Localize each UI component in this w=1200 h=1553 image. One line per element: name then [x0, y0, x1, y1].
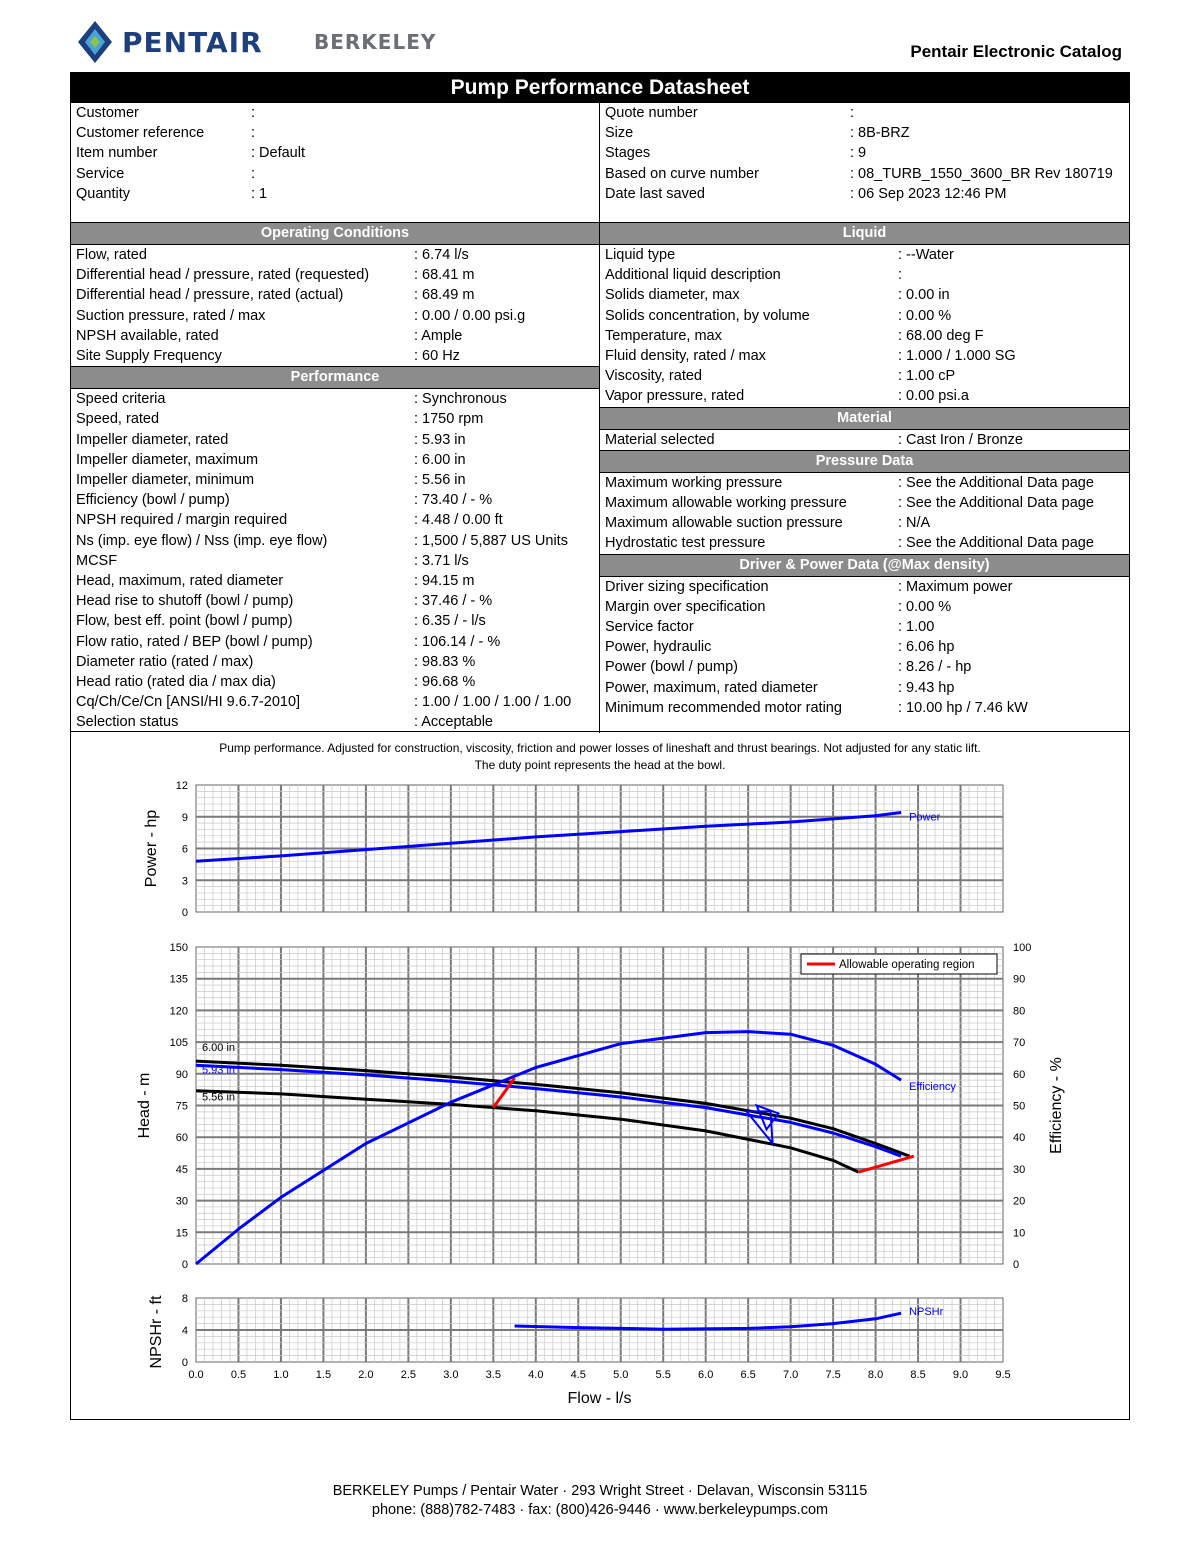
page-footer	[0, 1482, 1200, 1520]
row-value: : 37.46 / - %	[414, 593, 493, 610]
row-label: Quote number	[605, 105, 698, 121]
table-row	[600, 637, 1129, 657]
row-label: Differential head / pressure, rated (actual)	[76, 287, 344, 304]
x-tick-label: 5.5	[655, 1369, 671, 1381]
row-label: Quantity	[76, 185, 130, 202]
row-value: : 1,500 / 5,887 US Units	[414, 532, 568, 549]
table-row	[71, 571, 599, 591]
row-label: Material selected	[605, 431, 715, 448]
y-tick-label: 60	[175, 1132, 188, 1145]
footer-contact: phone: (888)782-7483 · fax: (800)426-9446 · www.berkeleypumps.com	[371, 1502, 829, 1518]
catalog-title: Pentair Electronic Catalog	[910, 42, 1122, 61]
y-tick-label: 9	[181, 811, 188, 824]
y-tick-label: 12	[175, 780, 188, 792]
row-label: Liquid type	[605, 247, 676, 263]
table-row	[600, 473, 1129, 493]
table-row	[600, 597, 1129, 617]
page-header	[70, 14, 1130, 70]
row-value: : 0.00 %	[898, 307, 952, 324]
row-value: :	[850, 105, 855, 121]
row-value: : 9.43 hp	[898, 679, 955, 696]
table-row	[600, 366, 1129, 386]
table-row	[71, 103, 599, 123]
curve-label: 6.00 in	[202, 1042, 236, 1055]
y-tick-label: 4	[181, 1325, 188, 1337]
table-row	[71, 123, 599, 143]
row-label: NPSH required / margin required	[76, 512, 288, 529]
row-value: : 5.93 in	[414, 431, 466, 448]
x-tick-label: 7.0	[782, 1369, 799, 1381]
x-tick-label: 5.0	[613, 1369, 629, 1381]
row-value: : 1.00	[898, 619, 935, 636]
row-label: MCSF	[76, 552, 118, 569]
row-value: : 10.00 hp / 7.46 kW	[898, 699, 1028, 716]
row-value: : 73.40 / - %	[414, 492, 493, 509]
table-row	[600, 346, 1129, 366]
row-label: Speed, rated	[76, 411, 160, 428]
chart-note-line-1: Pump performance. Adjusted for construction, viscosity, friction and power losses of lineshaft and thrust bearings. Not adjusted for any static lift.	[219, 741, 981, 755]
row-value: : 106.14 / - %	[414, 633, 501, 650]
row-label: Maximum allowable working pressure	[605, 495, 847, 512]
row-label: Customer reference	[76, 125, 205, 142]
row-label: Power (bowl / pump)	[605, 659, 738, 676]
y2-tick-label: 100	[1013, 942, 1032, 954]
row-value: : 94.15 m	[414, 573, 475, 590]
row-value: : 9	[850, 145, 867, 162]
row-value: : See the Additional Data page	[898, 535, 1094, 552]
row-value: :	[251, 165, 256, 182]
table-row	[71, 672, 599, 692]
row-label: Size	[605, 125, 634, 142]
row-value: : 68.00 deg F	[898, 327, 984, 344]
row-value: : 6.74 l/s	[414, 247, 469, 263]
table-row	[600, 103, 1129, 123]
table-row	[71, 285, 599, 305]
row-value: : 4.48 / 0.00 ft	[414, 512, 503, 529]
row-label: Service factor	[605, 619, 694, 636]
operating-conditions-header: Operating Conditions	[71, 223, 599, 245]
row-label: Differential head / pressure, rated (requested)	[76, 267, 370, 284]
datasheet	[70, 72, 1130, 1420]
row-value: : 08_TURB_1550_3600_BR Rev 180719	[850, 165, 1113, 182]
spec-right-column	[600, 223, 1129, 733]
row-label: Flow ratio, rated / BEP (bowl / pump)	[76, 633, 313, 650]
table-row	[600, 164, 1129, 184]
table-row	[600, 184, 1129, 204]
row-label: Item number	[76, 145, 158, 162]
table-row	[71, 326, 599, 346]
y2-tick-label: 30	[1013, 1163, 1026, 1176]
x-tick-label: 7.5	[825, 1369, 841, 1381]
table-row	[600, 265, 1129, 285]
table-row	[600, 513, 1129, 533]
row-label: Maximum allowable suction pressure	[605, 515, 843, 532]
row-value: : 60 Hz	[414, 348, 460, 365]
operating-conditions-table	[71, 245, 599, 366]
x-tick-label: 4.5	[570, 1369, 586, 1381]
row-label: Temperature, max	[605, 327, 722, 344]
row-label: Customer	[76, 105, 139, 121]
y2-tick-label: 10	[1013, 1227, 1026, 1240]
chart-note-line-2: The duty point represents the head at the bowl.	[474, 758, 726, 772]
row-label: Suction pressure, rated / max	[76, 307, 266, 324]
x-tick-label: 3.5	[485, 1369, 501, 1381]
pentair-logo	[76, 16, 263, 68]
y-tick-label: 45	[175, 1163, 188, 1176]
row-value: : 1	[251, 185, 268, 202]
y2-tick-label: 90	[1013, 973, 1026, 986]
table-row	[600, 306, 1129, 326]
row-label: Maximum working pressure	[605, 474, 783, 491]
row-value: : Default	[251, 145, 305, 162]
y-tick-label: 30	[175, 1195, 188, 1208]
row-label: Impeller diameter, minimum	[76, 472, 255, 489]
row-value: : Synchronous	[414, 391, 507, 408]
row-label: Date last saved	[605, 185, 705, 202]
y-tick-label: 75	[175, 1100, 188, 1113]
y2-tick-label: 40	[1013, 1132, 1026, 1145]
table-row	[71, 306, 599, 326]
row-label: Flow, rated	[76, 247, 147, 263]
y-axis-label: Head - m	[136, 1072, 153, 1139]
row-value: :	[251, 105, 256, 121]
pentair-logo-icon	[76, 19, 114, 65]
y-tick-label: 3	[181, 875, 188, 888]
row-label: Flow, best eff. point (bowl / pump)	[76, 613, 293, 630]
row-label: Stages	[605, 145, 651, 162]
row-value: : --Water	[898, 247, 954, 263]
x-tick-label: 6.0	[698, 1369, 714, 1381]
row-value: : 96.68 %	[414, 674, 476, 691]
y-tick-label: 90	[175, 1068, 188, 1081]
y-tick-label: 120	[169, 1005, 188, 1018]
y-tick-label: 6	[181, 843, 188, 856]
row-value: : Ample	[414, 327, 463, 344]
table-row	[600, 326, 1129, 346]
row-value: : 1.00 cP	[898, 368, 956, 385]
row-value: : 5.56 in	[414, 472, 466, 489]
customer-info	[71, 103, 1129, 223]
row-value: :	[898, 267, 903, 284]
row-value: : See the Additional Data page	[898, 474, 1094, 491]
berkeley-logo: BERKELEY	[314, 30, 437, 54]
row-label: Site Supply Frequency	[76, 348, 222, 365]
y-axis-label: NPSHr - ft	[148, 1295, 165, 1369]
row-value: : Cast Iron / Bronze	[898, 431, 1023, 448]
customer-info-right	[600, 103, 1129, 222]
table-row	[71, 591, 599, 611]
performance-table	[71, 389, 599, 732]
y-tick-label: 105	[169, 1037, 188, 1050]
row-value: : 1.00 / 1.00 / 1.00 / 1.00	[414, 694, 572, 711]
table-row	[71, 265, 599, 285]
x-tick-label: 9.0	[952, 1369, 969, 1381]
table-row	[600, 386, 1129, 406]
x-tick-label: 9.5	[995, 1369, 1011, 1381]
table-row	[71, 430, 599, 450]
table-row	[600, 533, 1129, 553]
liquid-table	[600, 245, 1129, 407]
y2-tick-label: 60	[1013, 1068, 1026, 1081]
x-tick-label: 1.5	[315, 1369, 332, 1381]
table-row	[600, 678, 1129, 698]
table-row	[600, 285, 1129, 305]
y-axis-label: Power - hp	[143, 809, 160, 888]
performance-charts	[71, 732, 1129, 1420]
table-row	[71, 143, 599, 163]
row-label: Selection status	[76, 714, 179, 731]
row-label: Margin over specification	[605, 598, 766, 615]
row-value: : N/A	[898, 515, 931, 532]
legend-label: Allowable operating region	[839, 959, 975, 971]
table-row	[71, 551, 599, 571]
spec-left-column	[71, 223, 600, 733]
table-row	[600, 698, 1129, 718]
table-row	[71, 510, 599, 530]
power-curve-label: Power	[909, 811, 941, 824]
table-row	[71, 531, 599, 551]
y2-tick-label: 80	[1013, 1005, 1026, 1018]
x-tick-label: 4.0	[528, 1369, 544, 1381]
row-label: Power, hydraulic	[605, 639, 712, 656]
row-label: Viscosity, rated	[605, 368, 702, 385]
y2-axis-label: Efficiency - %	[1048, 1057, 1065, 1154]
x-axis-label: Flow - l/s	[567, 1390, 632, 1407]
material-table	[600, 430, 1129, 450]
liquid-header: Liquid	[600, 223, 1129, 245]
row-label: Head rise to shutoff (bowl / pump)	[76, 593, 294, 610]
row-value: : 0.00 %	[898, 598, 952, 615]
row-label: Based on curve number	[605, 165, 759, 182]
y-tick-label: 0	[181, 1357, 188, 1369]
row-value: : 1750 rpm	[414, 411, 484, 428]
row-value: : 98.83 %	[414, 653, 476, 670]
row-value: : 68.41 m	[414, 267, 475, 284]
y2-tick-label: 20	[1013, 1195, 1026, 1208]
row-label: Ns (imp. eye flow) / Nss (imp. eye flow)	[76, 532, 328, 549]
row-value: : 06 Sep 2023 12:46 PM	[850, 185, 1007, 202]
spec-tables	[71, 223, 1129, 733]
table-row	[600, 657, 1129, 677]
x-tick-label: 8.5	[910, 1369, 926, 1381]
row-label: Hydrostatic test pressure	[605, 535, 766, 552]
row-label: Vapor pressure, rated	[605, 388, 745, 405]
y2-tick-label: 50	[1013, 1100, 1026, 1113]
x-tick-label: 0.5	[230, 1369, 247, 1381]
table-row	[71, 652, 599, 672]
brand-name: PENTAIR	[122, 25, 263, 59]
y-tick-label: 8	[181, 1293, 188, 1305]
row-value: : 3.71 l/s	[414, 552, 469, 569]
table-row	[71, 470, 599, 490]
row-value: : 68.49 m	[414, 287, 475, 304]
table-row	[71, 450, 599, 470]
table-row	[600, 245, 1129, 265]
pressure-data-table	[600, 473, 1129, 554]
table-row	[71, 164, 599, 184]
table-row	[600, 617, 1129, 637]
table-row	[71, 632, 599, 652]
performance-chart-area	[71, 731, 1129, 1420]
row-value: : 0.00 in	[898, 287, 950, 304]
y-tick-label: 150	[169, 942, 188, 954]
row-label: Cq/Ch/Ce/Cn [ANSI/HI 9.6.7-2010]	[76, 694, 301, 711]
driver-power-table	[600, 577, 1129, 718]
x-tick-label: 1.0	[273, 1369, 289, 1381]
row-value: : See the Additional Data page	[898, 495, 1094, 512]
y-tick-label: 0	[181, 1259, 188, 1271]
y-tick-label: 135	[169, 973, 188, 986]
row-label: Diameter ratio (rated / max)	[76, 653, 254, 670]
page-title: Pump Performance Datasheet	[71, 73, 1129, 103]
y2-tick-label: 70	[1013, 1037, 1026, 1050]
table-row	[600, 577, 1129, 597]
material-header: Material	[600, 407, 1129, 430]
row-label: Solids diameter, max	[605, 287, 740, 304]
row-value: : Maximum power	[898, 578, 1013, 595]
row-value: : 0.00 / 0.00 psi.g	[414, 307, 526, 324]
pressure-data-header: Pressure Data	[600, 450, 1129, 473]
table-row	[71, 184, 599, 204]
row-value: : 0.00 psi.a	[898, 388, 969, 405]
y-tick-label: 0	[181, 907, 188, 919]
x-tick-label: 2.0	[358, 1369, 374, 1381]
y-tick-label: 15	[175, 1227, 188, 1240]
row-label: Impeller diameter, maximum	[76, 451, 259, 468]
row-label: Service	[76, 165, 125, 182]
table-row	[71, 490, 599, 510]
row-value: : Acceptable	[414, 714, 493, 731]
table-row	[71, 346, 599, 366]
table-row	[600, 430, 1129, 450]
table-row	[71, 409, 599, 429]
row-value: : 6.00 in	[414, 451, 466, 468]
row-label: Head ratio (rated dia / max dia)	[76, 674, 276, 691]
row-label: Solids concentration, by volume	[605, 307, 810, 324]
curve-label: 5.56 in	[202, 1091, 236, 1104]
row-value: : 1.000 / 1.000 SG	[898, 348, 1016, 365]
x-tick-label: 6.5	[740, 1369, 756, 1381]
driver-power-header: Driver & Power Data (@Max density)	[600, 554, 1129, 577]
table-row	[71, 245, 599, 265]
row-value: : 6.06 hp	[898, 639, 955, 656]
footer-address: BERKELEY Pumps / Pentair Water · 293 Wright Street · Delavan, Wisconsin 53115	[332, 1483, 868, 1499]
x-tick-label: 2.5	[400, 1369, 417, 1381]
efficiency-curve-label: Efficiency	[909, 1081, 956, 1094]
table-row	[71, 611, 599, 631]
performance-header: Performance	[71, 366, 599, 389]
row-value: : 8B-BRZ	[850, 125, 910, 142]
row-label: Speed criteria	[76, 391, 166, 408]
row-label: Impeller diameter, rated	[76, 431, 229, 448]
table-row	[71, 389, 599, 409]
row-label: Driver sizing specification	[605, 578, 769, 595]
row-label: Power, maximum, rated diameter	[605, 679, 818, 696]
row-label: Additional liquid description	[605, 267, 781, 284]
table-row	[600, 143, 1129, 163]
row-label: Minimum recommended motor rating	[605, 699, 842, 716]
table-row	[71, 712, 599, 732]
row-label: Fluid density, rated / max	[605, 348, 766, 365]
curve-label: 5.93 in	[202, 1064, 236, 1077]
row-value: :	[251, 125, 256, 142]
y2-tick-label: 0	[1013, 1259, 1020, 1271]
row-label: Head, maximum, rated diameter	[76, 573, 284, 590]
x-tick-label: 3.0	[443, 1369, 459, 1381]
npshr-curve-label: NPSHr	[909, 1306, 944, 1319]
row-label: Efficiency (bowl / pump)	[76, 492, 230, 509]
table-row	[71, 692, 599, 712]
x-tick-label: 8.0	[867, 1369, 884, 1381]
x-tick-label: 0.0	[188, 1369, 204, 1381]
table-row	[600, 123, 1129, 143]
row-value: : 6.35 / - l/s	[414, 613, 486, 630]
row-label: NPSH available, rated	[76, 327, 219, 344]
row-value: : 8.26 / - hp	[898, 659, 972, 676]
customer-info-left	[71, 103, 600, 222]
table-row	[600, 493, 1129, 513]
